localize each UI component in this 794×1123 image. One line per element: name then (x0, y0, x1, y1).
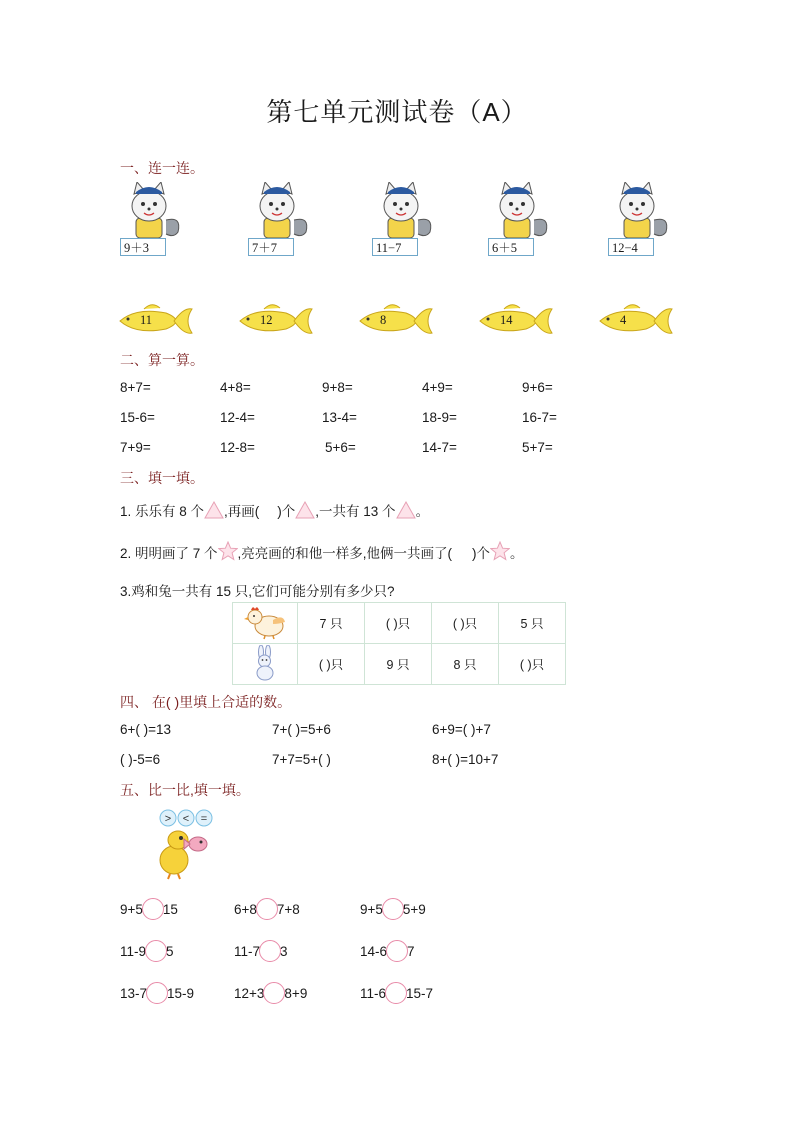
chicken-icon-cell (233, 603, 298, 644)
fill-blank-problem[interactable]: 7+( )=5+6 (272, 722, 331, 737)
fill-blank-problem[interactable]: 6+( )=13 (120, 722, 172, 737)
calc-problem[interactable]: 12-8= (220, 440, 255, 455)
compare-left: 6+8 (234, 902, 257, 917)
cat-expression: 12−4 (608, 238, 654, 256)
q2-text-d: 。 (510, 546, 524, 561)
calc-problem[interactable]: 12-4= (220, 410, 255, 425)
fish-number: 14 (500, 313, 513, 327)
compare-answer-circle[interactable] (142, 898, 164, 920)
compare-right: 5 (166, 944, 174, 959)
table-cell[interactable]: ( )只 (432, 603, 499, 644)
compare-problem (120, 940, 174, 962)
q1-text-c: )个 (277, 504, 296, 519)
compare-answer-circle[interactable] (263, 982, 285, 1004)
triangle-icon (396, 501, 416, 519)
compare-answer-circle[interactable] (382, 898, 404, 920)
calc-problem[interactable]: 14-7= (422, 440, 457, 455)
q1-text-a: 1. 乐乐有 8 个 (120, 504, 205, 519)
cat-expression: 11−7 (372, 238, 418, 256)
calc-problem[interactable]: 4+9= (422, 380, 453, 395)
cat-expression: 7＋7 (248, 238, 294, 256)
compare-problem (360, 940, 415, 962)
compare-answer-circle[interactable] (385, 982, 407, 1004)
compare-right: 15 (162, 902, 178, 917)
compare-left: 14-6 (360, 944, 388, 959)
compare-right: 7 (407, 944, 415, 959)
table-row-rabbit (233, 644, 566, 685)
table-cell: 8 只 (432, 644, 499, 685)
cat-card[interactable] (372, 182, 434, 262)
compare-problem (234, 982, 307, 1004)
compare-right: 3 (280, 944, 288, 959)
question-3: 3.鸡和兔一共有 15 只,它们可能分别有多少只? (120, 584, 395, 599)
fish-number: 11 (140, 313, 153, 327)
cat-expression: 6＋5 (488, 238, 534, 256)
chicken-icon (243, 604, 287, 640)
fish-card[interactable] (238, 303, 314, 339)
compare-left: 11-9 (120, 944, 147, 959)
compare-answer-circle[interactable] (145, 940, 167, 962)
section-5-heading: 五、比一比,填一填。 (120, 782, 250, 798)
table-cell: 5 只 (499, 603, 566, 644)
compare-problem (234, 940, 288, 962)
compare-left: 9+5 (360, 902, 383, 917)
calc-problem[interactable]: 4+8= (220, 380, 251, 395)
star-icon (490, 541, 510, 561)
rabbit-icon-cell (233, 644, 298, 685)
question-1 (120, 500, 429, 520)
q2-text-c: )个 (472, 546, 491, 561)
calc-problem[interactable]: 7+9= (120, 440, 151, 455)
calc-problem[interactable]: 15-6= (120, 410, 155, 425)
fish-card[interactable] (598, 303, 674, 339)
compare-problem (234, 898, 300, 920)
bubble-equal: = (200, 813, 208, 825)
compare-answer-circle[interactable] (256, 898, 278, 920)
compare-left: 11-7 (234, 944, 261, 959)
compare-problem (120, 898, 178, 920)
q2-text-b: ,亮亮画的和他一样多,他俩一共画了( (237, 546, 453, 561)
section-3-heading: 三、填一填。 (120, 470, 204, 486)
cat-card[interactable] (248, 182, 310, 262)
q2-text-a: 2. 明明画了 7 个 (120, 546, 218, 561)
calc-problem[interactable]: 8+7= (120, 380, 151, 395)
compare-right: 15-7 (406, 986, 434, 1001)
cat-icon (374, 182, 436, 242)
compare-answer-circle[interactable] (259, 940, 281, 962)
cat-card[interactable] (488, 182, 550, 262)
cat-card[interactable] (608, 182, 670, 262)
fish-card[interactable] (358, 303, 434, 339)
calc-problem[interactable]: 18-9= (422, 410, 457, 425)
compare-right: 8+9 (284, 986, 308, 1001)
chicken-rabbit-table (232, 602, 566, 685)
section-4-heading: 四、 在( )里填上合适的数。 (120, 694, 292, 710)
cat-card[interactable] (120, 182, 182, 262)
fish-icon (238, 303, 314, 339)
section-2-heading: 二、算一算。 (120, 352, 204, 368)
table-cell: 7 只 (298, 603, 365, 644)
fish-number: 12 (260, 313, 273, 327)
compare-left: 13-7 (120, 986, 148, 1001)
fill-blank-problem[interactable]: 8+( )=10+7 (432, 752, 499, 767)
table-cell[interactable]: ( )只 (499, 644, 566, 685)
compare-right: 7+8 (276, 902, 300, 917)
compare-left: 9+5 (120, 902, 143, 917)
fish-icon (478, 303, 554, 339)
calc-problem[interactable]: 13-4= (322, 410, 357, 425)
cat-expression: 9＋3 (120, 238, 166, 256)
fish-icon (598, 303, 674, 339)
cat-icon (610, 182, 672, 242)
bubble-greater: > (164, 813, 172, 825)
cat-icon (250, 182, 312, 242)
compare-answer-circle[interactable] (386, 940, 408, 962)
calc-problem[interactable]: 16-7= (522, 410, 557, 425)
compare-answer-circle[interactable] (146, 982, 168, 1004)
calc-problem[interactable]: 9+8= (322, 380, 353, 395)
page-title: 第七单元测试卷（A） (266, 97, 528, 127)
q1-text-d: ,一共有 13 个 (315, 504, 396, 519)
fish-card[interactable] (118, 303, 194, 339)
q1-text-e: 。 (415, 504, 430, 519)
compare-right: 5+9 (402, 902, 426, 917)
fish-icon (118, 303, 194, 339)
compare-problem (120, 982, 194, 1004)
bubble-less: < (182, 813, 190, 825)
compare-left: 11-6 (360, 986, 387, 1001)
table-cell: 9 只 (365, 644, 432, 685)
fish-icon (358, 303, 434, 339)
triangle-icon (295, 501, 315, 519)
compare-problem (360, 982, 433, 1004)
section-1-heading: 一、连一连。 (120, 160, 204, 176)
star-icon (218, 541, 238, 561)
fill-blank-problem[interactable]: 6+9=( )+7 (432, 722, 491, 737)
compare-problem (360, 898, 426, 920)
cat-icon (490, 182, 552, 242)
table-cell[interactable]: ( )只 (365, 603, 432, 644)
rabbit-icon (247, 645, 283, 681)
table-cell[interactable]: ( )只 (298, 644, 365, 685)
compare-mascot-illustration (150, 808, 216, 880)
triangle-icon (204, 501, 224, 519)
compare-right: 15-9 (167, 986, 195, 1001)
compare-left: 12+3 (234, 986, 265, 1001)
table-row-chicken (233, 603, 566, 644)
question-2 (120, 541, 524, 562)
fish-number: 8 (380, 313, 387, 327)
fish-number: 4 (620, 313, 627, 327)
calc-problem[interactable]: 5+7= (522, 440, 553, 455)
fill-blank-problem[interactable]: ( )-5=6 (120, 752, 161, 767)
cat-icon (122, 182, 184, 242)
fish-card[interactable] (478, 303, 554, 339)
q1-text-b: ,再画( (224, 504, 260, 519)
calc-problem[interactable]: 9+6= (522, 380, 553, 395)
fill-blank-problem[interactable]: 7+7=5+( ) (272, 752, 331, 767)
calc-problem[interactable]: 5+6= (325, 440, 356, 455)
